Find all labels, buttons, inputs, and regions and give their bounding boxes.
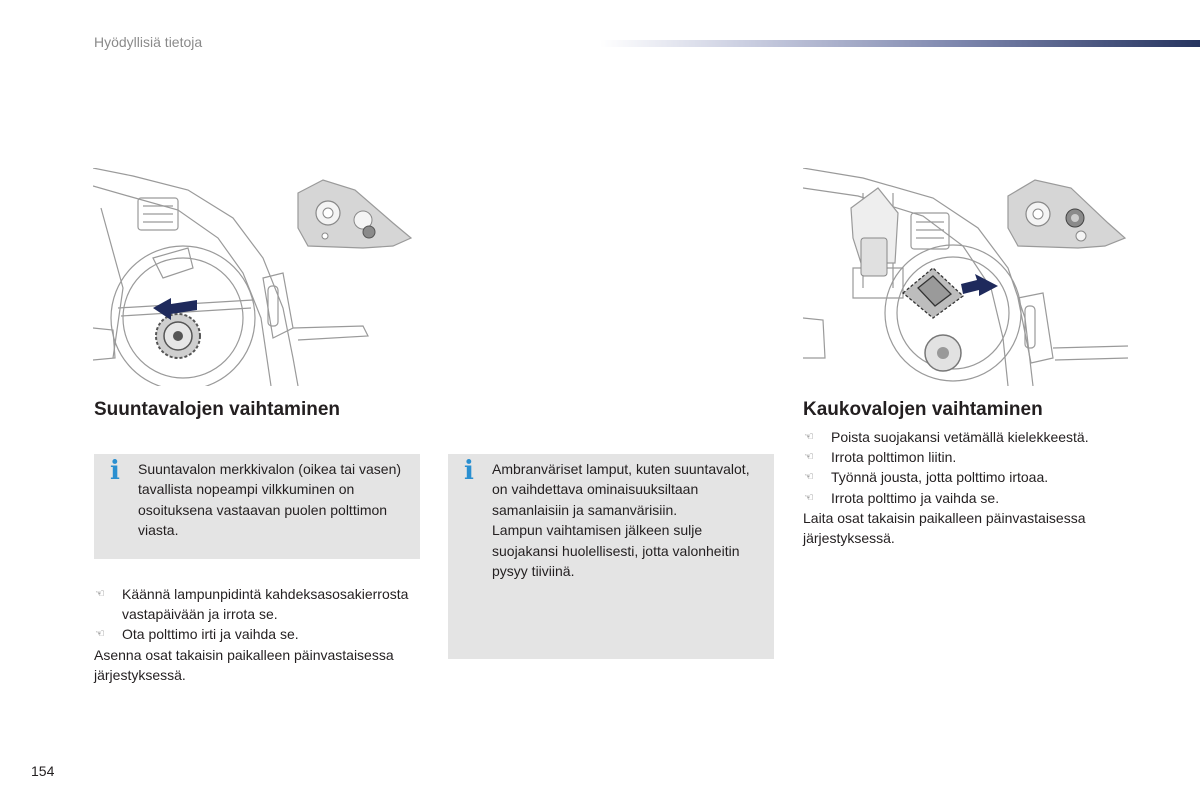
step-text: Irrota polttimo ja vaihda se. xyxy=(831,489,1000,506)
list-item xyxy=(94,584,414,624)
bullet-icon: ☜ xyxy=(804,431,814,443)
middle-info-paragraph: Ambranväriset lamput, kuten suuntavalot, on vaihdettava ominaisuuksiltaan samanlaisiin ja samanvärisiin. xyxy=(492,461,750,518)
info-icon: i xyxy=(110,456,120,486)
page-number: 154 xyxy=(31,763,55,779)
middle-info-text xyxy=(492,459,766,581)
bullet-icon: ☜ xyxy=(95,588,105,600)
left-info-text: Suuntavalon merkkivalon (oikea tai vasen) tavallista nopeampi vilkkuminen on osoituksena vastaavan puolen polttimon viasta. xyxy=(138,461,402,539)
left-steps xyxy=(94,584,414,685)
closing-text: Laita osat takaisin paikalleen päinvastaisessa järjestyksessä. xyxy=(803,509,1086,547)
right-heading: Kaukovalojen vaihtaminen xyxy=(803,399,1043,420)
bullet-icon: ☜ xyxy=(804,451,814,464)
step-text: Käännä lampunpidintä kahdeksasosakierrosta vastapäivään ja irrota se. xyxy=(122,586,409,623)
list-item xyxy=(803,447,1133,467)
section-title: Hyödyllisiä tietoja xyxy=(94,34,203,50)
indicator-bulb-illustration xyxy=(93,168,418,386)
list-item xyxy=(803,467,1133,487)
closing-text: Asenna osat takaisin paikalleen päinvastaisessa järjestyksessä. xyxy=(94,646,394,683)
middle-info-box xyxy=(448,454,774,659)
bullet-icon: ☜ xyxy=(95,628,105,641)
middle-info-paragraph: Lampun vaihtamisen jälkeen sulje suojakansi huolellisesti, jotta valonheitin pysyy tiiviinä. xyxy=(492,522,740,580)
step-text: Poista suojakansi vetämällä kielekkeestä. xyxy=(831,429,1089,445)
step-text: Ota polttimo irti ja vaihda se. xyxy=(122,626,299,643)
step-text: Työnnä jousta, jotta polttimo irtoaa. xyxy=(831,469,1049,486)
step-text: Irrota polttimon liitin. xyxy=(831,449,957,466)
left-info-box xyxy=(94,454,420,559)
right-steps xyxy=(803,427,1133,548)
list-item xyxy=(94,624,414,644)
main-beam-bulb-illustration xyxy=(803,168,1128,386)
bullet-icon: ☜ xyxy=(804,471,814,484)
left-heading: Suuntavalojen vaihtaminen xyxy=(94,399,340,420)
list-item xyxy=(803,488,1133,508)
list-item xyxy=(803,427,1133,447)
info-icon: i xyxy=(464,456,474,486)
bullet-icon: ☜ xyxy=(804,491,814,504)
header-bar xyxy=(600,40,1200,47)
